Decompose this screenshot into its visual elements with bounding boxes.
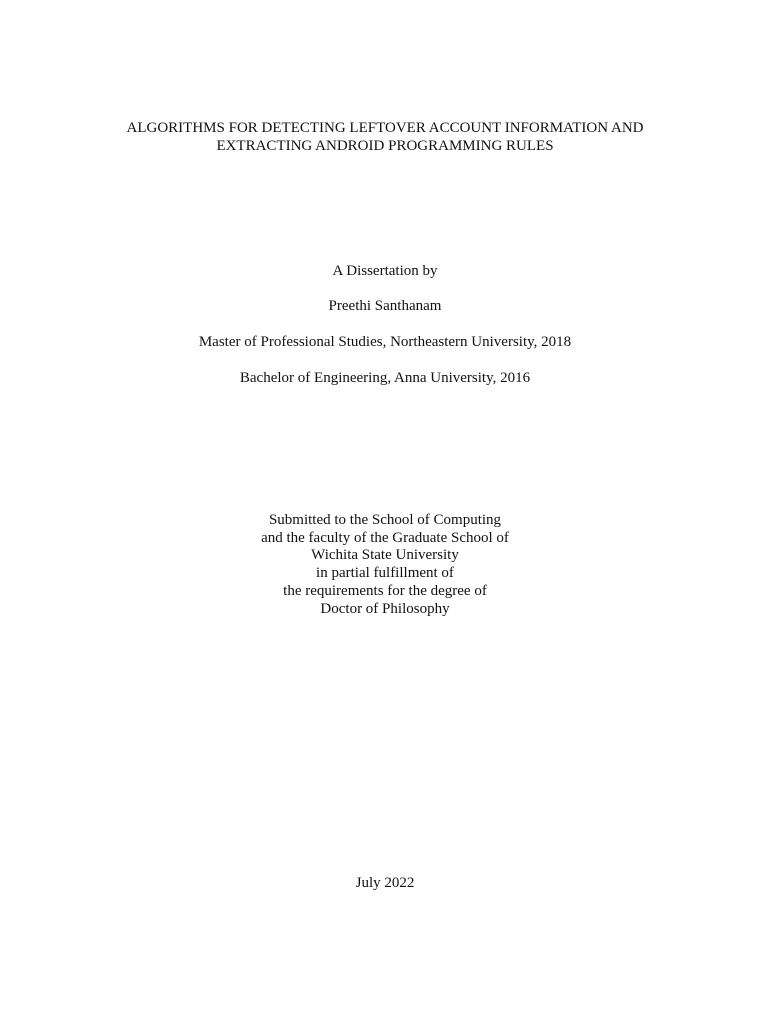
submission-line-2: and the faculty of the Graduate School of <box>261 530 509 546</box>
submission-line-5: the requirements for the degree of <box>283 583 487 599</box>
submission-date: July 2022 <box>355 875 415 891</box>
title-line-2: EXTRACTING ANDROID PROGRAMMING RULES <box>216 138 554 154</box>
title-line-1: ALGORITHMS FOR DETECTING LEFTOVER ACCOUNT INFORMATION AND <box>126 120 644 136</box>
degree-masters: Master of Professional Studies, Northeastern University, 2018 <box>198 334 572 350</box>
submission-line-1: Submitted to the School of Computing <box>268 512 502 528</box>
author-name: Preethi Santhanam <box>328 298 442 314</box>
dissertation-intro: A Dissertation by <box>332 263 438 279</box>
submission-line-4: in partial fulfillment of <box>316 565 454 581</box>
submission-line-3: Wichita State University <box>311 547 459 563</box>
submission-line-6: Doctor of Philosophy <box>320 601 450 617</box>
degree-bachelors: Bachelor of Engineering, Anna University, 2016 <box>239 370 531 386</box>
